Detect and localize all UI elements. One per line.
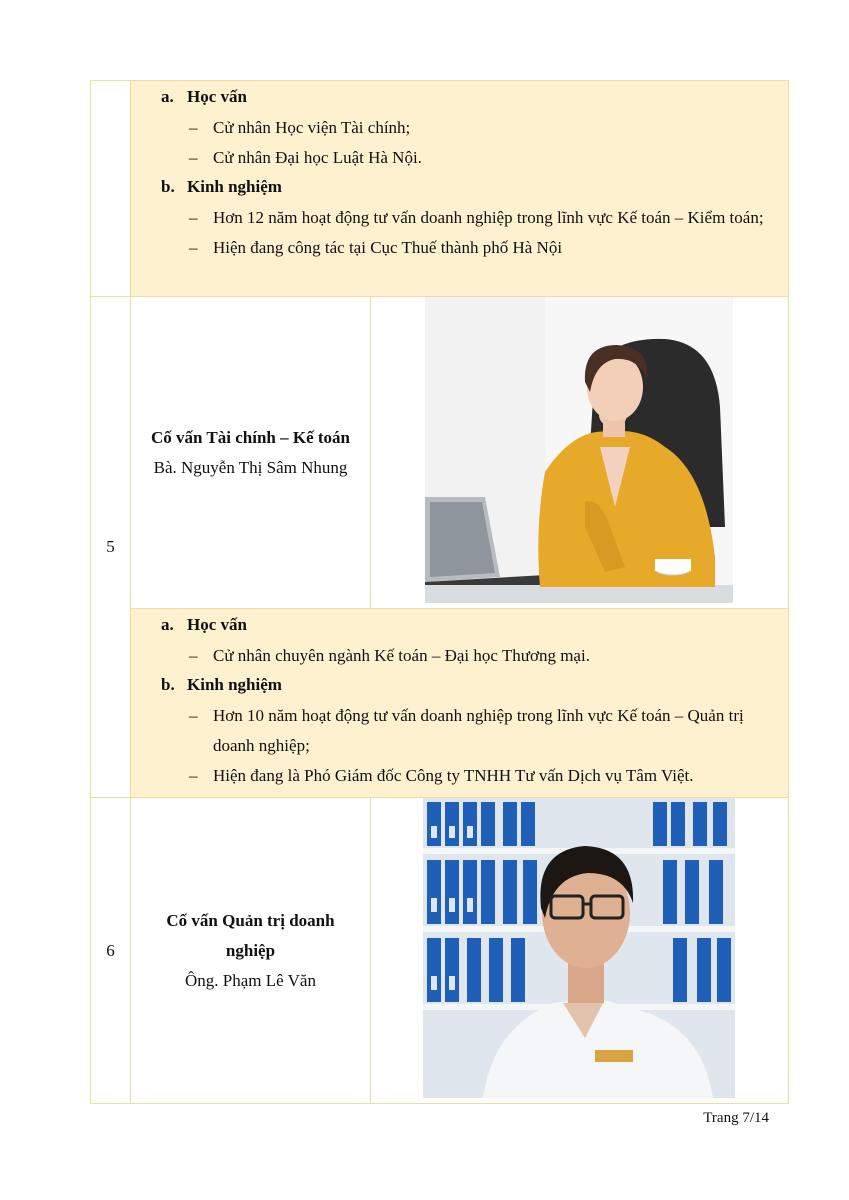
- advisor-person: Bà. Nguyễn Thị Sâm Nhung: [153, 457, 348, 477]
- list-item: – Hơn 12 năm hoạt động tư vấn doanh nghiệp trong lĩnh vực Kế toán – Kiểm toán;: [189, 208, 764, 227]
- advisor-role: Cố vấn Tài chính – Kế toán: [150, 427, 350, 447]
- advisor-name-cell: [131, 798, 371, 1104]
- advisor-person: Ông. Phạm Lê Văn: [185, 970, 316, 990]
- profile-section-row4: [131, 81, 789, 297]
- list-item: – Cử nhân Học viện Tài chính;: [189, 118, 411, 137]
- page-number: Trang 7/14: [703, 1110, 769, 1126]
- advisor-photo-cell: [371, 297, 789, 609]
- education-heading: a. Học vấn: [161, 87, 247, 106]
- experience-heading: b. Kinh nghiệm: [161, 675, 282, 694]
- experience-heading: b. Kinh nghiệm: [161, 177, 282, 196]
- row-number-cell: [91, 81, 131, 297]
- list-item: – Hiện đang công tác tại Cục Thuế thành phố Hà Nội: [189, 238, 563, 257]
- advisor-role: Cố vấn Quản trị doanh nghiệp: [166, 910, 335, 960]
- advisor-name-cell: [131, 297, 371, 609]
- profile-section-row5: [131, 609, 789, 798]
- list-item: – Hiện đang là Phó Giám đốc Công ty TNHH Tư vấn Dịch vụ Tâm Việt.: [189, 766, 694, 785]
- list-item: – Hơn 10 năm hoạt động tư vấn doanh nghiệp trong lĩnh vực Kế toán – Quản trị doanh nghiệp;: [189, 706, 744, 755]
- row-number-cell: 6: [91, 798, 131, 1104]
- education-heading: a. Học vấn: [161, 615, 247, 634]
- advisor-photo-woman: [425, 297, 733, 603]
- advisor-photo-cell: [371, 798, 789, 1104]
- list-item: – Cử nhân chuyên ngành Kế toán – Đại học Thương mại.: [189, 646, 590, 665]
- advisor-photo-man: [423, 798, 735, 1098]
- list-item: – Cử nhân Đại học Luật Hà Nội.: [189, 148, 422, 167]
- row-number-cell: 5: [91, 297, 131, 798]
- advisor-table: [90, 80, 789, 1104]
